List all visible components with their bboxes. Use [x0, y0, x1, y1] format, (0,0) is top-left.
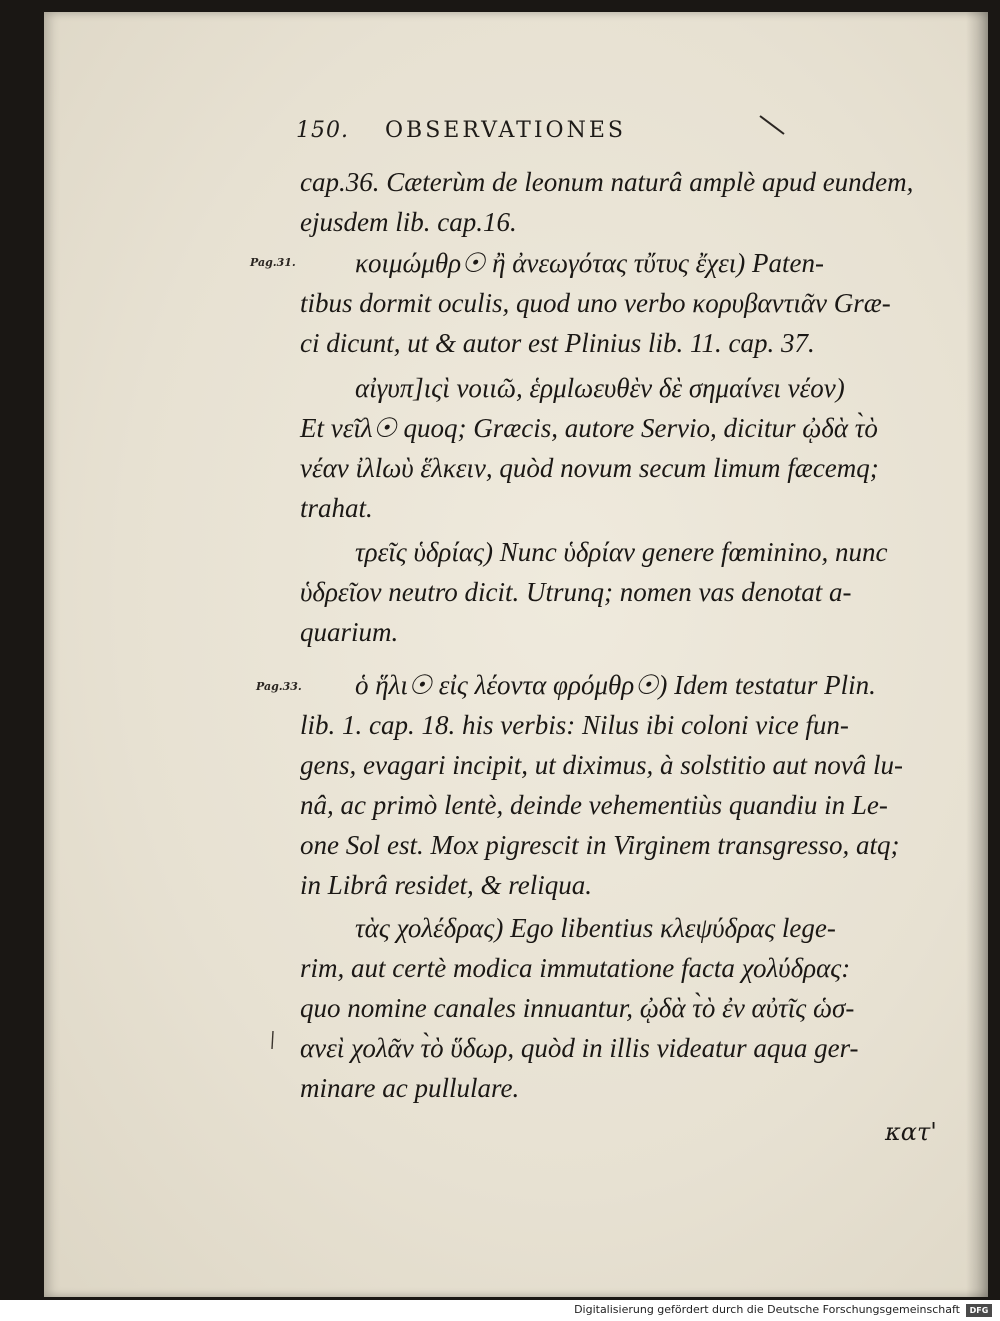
running-title: OBSERVATIONES: [384, 118, 626, 143]
text-line: ci dicunt, ut & autor est Plinius lib. 11. cap. 37.: [300, 328, 815, 358]
text-line: trahat.: [300, 493, 373, 523]
text-line: τρεῖς ὑδρίας) Nunc ὑδρίαν genere fœminino, nunc: [355, 537, 888, 567]
paragraph-2-first-line: [355, 243, 960, 283]
text-line: ανεὶ χολᾶν τ̀ὸ ὕδωρ, quòd in illis videatur aqua ger-: [300, 1033, 859, 1063]
catchword: κατ': [885, 1118, 937, 1146]
text-line: ὁ ἥλι☉ εἰς λέοντα φρόμθρ☉) Idem testatur Plin.: [355, 670, 876, 700]
paragraph-6-first-line: [355, 908, 960, 948]
paragraph-5-first-line: [355, 665, 960, 705]
text-line: quo nomine canales innuantur, ᾠδὰ τ̀ὸ ἐν αὐτῖς ὡσ-: [300, 993, 855, 1023]
page-gutter-shadow: [966, 12, 988, 1297]
text-line: νέαν ἰλlωὺ ἕλκειν, quòd novum secum limum fæcemq;: [300, 453, 879, 483]
text-line: one Sol est. Mox pigrescit in Virginem transgresso, atq;: [300, 830, 900, 860]
page-number: 150.: [296, 118, 349, 143]
digitization-footer: [0, 1300, 1000, 1321]
paragraph-1: [300, 162, 960, 242]
ink-tick-mark: [270, 1030, 276, 1050]
text-line: quarium.: [300, 617, 399, 647]
text-line: ὑδρεῖον neutro dicit. Utrunq; nomen vas denotat a-: [300, 577, 852, 607]
paragraph-5: [300, 705, 960, 905]
text-line: Et νεῖλ☉ quoq; Græcis, autore Servio, dicitur ᾠδὰ τ̀ὸ: [300, 413, 878, 443]
paragraph-6: [300, 948, 960, 1108]
text-line: αἰγυπ]ιςὶ νοιιῶ, ἑρμlωευθὲν δὲ σημαίνει νέον): [355, 373, 845, 403]
paragraph-3-first-line: [355, 368, 960, 408]
text-line: minare ac pullulare.: [300, 1073, 520, 1103]
text-line: nâ, ac primò lentè, deinde vehementiùs quandiu in Le-: [300, 790, 888, 820]
text-line: lib. 1. cap. 18. his verbis: Nilus ibi coloni vice fun-: [300, 710, 849, 740]
text-line: in Librâ residet, & reliqua.: [300, 870, 593, 900]
text-line: rim, aut certè modica immutatione facta χολύδρας:: [300, 953, 851, 983]
margin-note-pag-31: Pag.31.: [250, 256, 296, 269]
paragraph-2: [300, 283, 960, 363]
running-head: [296, 118, 626, 143]
funding-credit: Digitalisierung gefördert durch die Deutsche Forschungsgemeinschaft: [574, 1303, 960, 1316]
paragraph-4-first-line: [355, 532, 960, 572]
paragraph-4: [300, 572, 960, 652]
dfg-logo: DFG: [966, 1304, 992, 1317]
text-line: κοιμώμθρ☉ ἢ ἀνεωγότας τὔτυς ἔχει) Paten-: [355, 248, 824, 278]
paragraph-3: [300, 408, 960, 528]
text-line: gens, evagari incipit, ut diximus, à solstitio aut novâ lu-: [300, 750, 903, 780]
text-line: τὰς χολέδρας) Ego libentius κλεψύδρας lege-: [355, 913, 836, 943]
ink-stroke-mark: [758, 112, 788, 142]
text-line: ejusdem lib. cap.16.: [300, 207, 517, 237]
text-line: cap.36. Cæterùm de leonum naturâ amplè apud eundem,: [300, 167, 914, 197]
margin-note-pag-33: Pag.33.: [256, 680, 302, 693]
text-line: tibus dormit oculis, quod uno verbo κορυβαντιᾶν Græ-: [300, 288, 891, 318]
